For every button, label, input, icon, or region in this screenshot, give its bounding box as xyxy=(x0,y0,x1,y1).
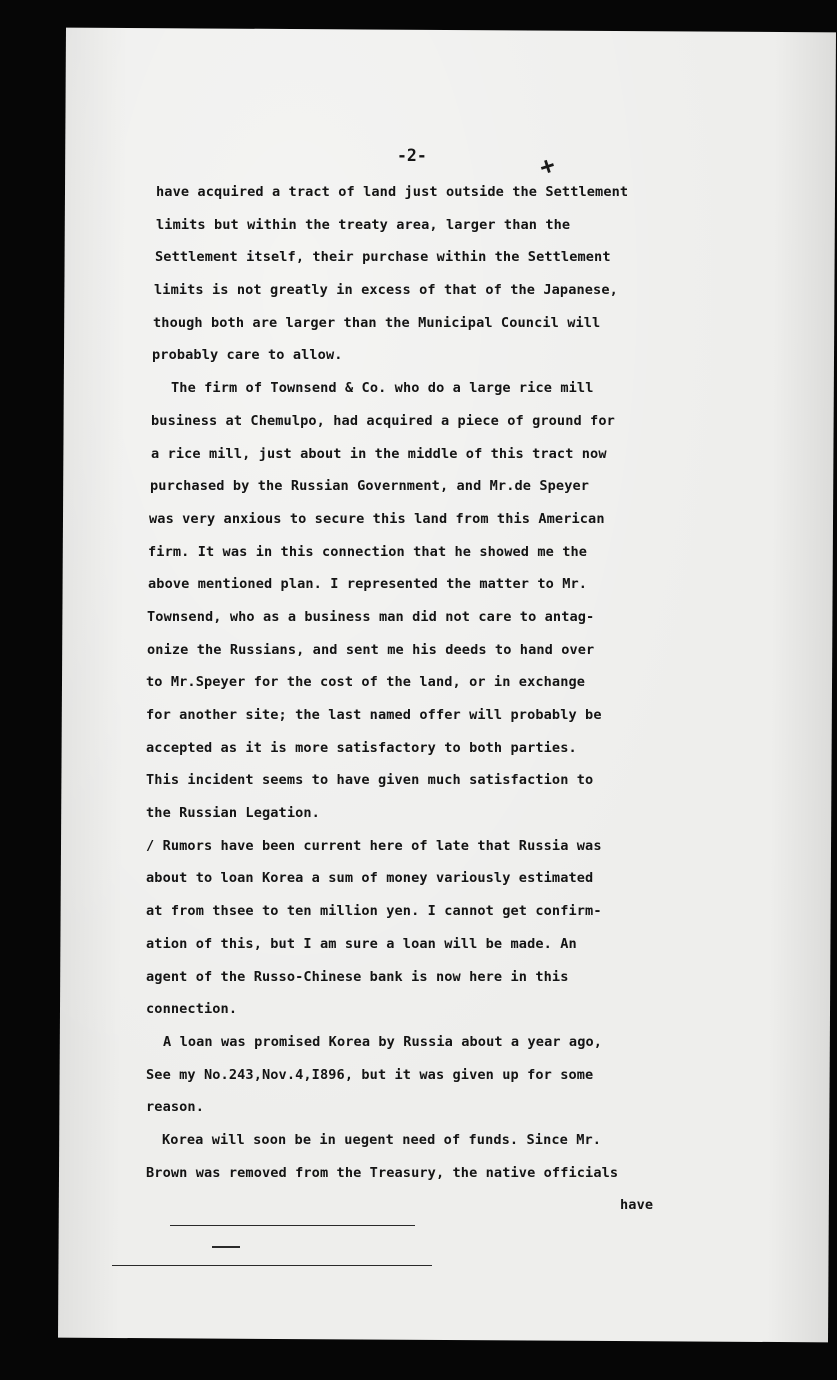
text-line: reason. xyxy=(146,1099,204,1116)
text-line: for another site; the last named offer will probably be xyxy=(146,707,602,723)
text-line: the Russian Legation. xyxy=(146,805,320,822)
footer-rule xyxy=(170,1225,415,1226)
text-line: Townsend, who as a business man did not care to antag- xyxy=(147,608,595,625)
page-number: -2- xyxy=(397,146,427,165)
text-line: A loan was promised Korea by Russia about a year ago, xyxy=(163,1033,603,1050)
text-line: / Rumors have been current here of late that Russia was xyxy=(146,837,602,854)
pencil-check-mark: + xyxy=(536,150,559,182)
text-line: business at Chemulpo, had acquired a piece of ground for xyxy=(151,412,615,429)
margin-dash xyxy=(212,1246,240,1248)
text-line: ation of this, but I am sure a loan will be made. An xyxy=(146,935,577,952)
text-line: This incident seems to have given much satisfaction to xyxy=(146,772,594,789)
text-line: to Mr.Speyer for the cost of the land, or in exchange xyxy=(146,674,586,691)
text-line: purchased by the Russian Government, and Mr.de Speyer xyxy=(150,478,590,495)
text-line: Settlement itself, their purchase within the Settlement xyxy=(155,249,611,266)
text-line: The firm of Townsend & Co. who do a large rice mill xyxy=(171,380,594,397)
text-line: limits but within the treaty area, larger than the xyxy=(156,216,571,233)
text-line: have acquired a tract of land just outside the Settlement xyxy=(156,184,629,200)
text-line: probably care to allow. xyxy=(152,347,343,364)
text-line: Korea will soon be in uegent need of funds. Since Mr. xyxy=(162,1131,602,1148)
text-line: Brown was removed from the Treasury, the native officials xyxy=(146,1164,619,1181)
text-line: have xyxy=(620,1197,654,1214)
text-line: See my No.243,Nov.4,I896, but it was given up for some xyxy=(146,1066,594,1083)
letter-body xyxy=(146,176,726,1222)
text-line: firm. It was in this connection that he showed me the xyxy=(148,543,588,560)
footer-rule xyxy=(112,1265,432,1266)
text-line: was very anxious to secure this land from this American xyxy=(149,510,605,527)
text-line: connection. xyxy=(146,1001,238,1018)
text-line: above mentioned plan. I represented the matter to Mr. xyxy=(148,576,588,593)
text-line: about to loan Korea a sum of money variously estimated xyxy=(146,870,594,887)
text-line: though both are larger than the Municipal Council will xyxy=(153,314,601,331)
text-line: accepted as it is more satisfactory to both parties. xyxy=(146,739,577,756)
text-line: at from thsee to ten million yen. I cannot get confirm- xyxy=(146,903,602,920)
text-line: a rice mill, just about in the middle of this tract now xyxy=(151,445,607,462)
text-line: onize the Russians, and sent me his deeds to hand over xyxy=(147,641,595,658)
text-line: limits is not greatly in excess of that of the Japanese, xyxy=(154,282,618,299)
text-line: agent of the Russo-Chinese bank is now here in this xyxy=(146,968,569,985)
